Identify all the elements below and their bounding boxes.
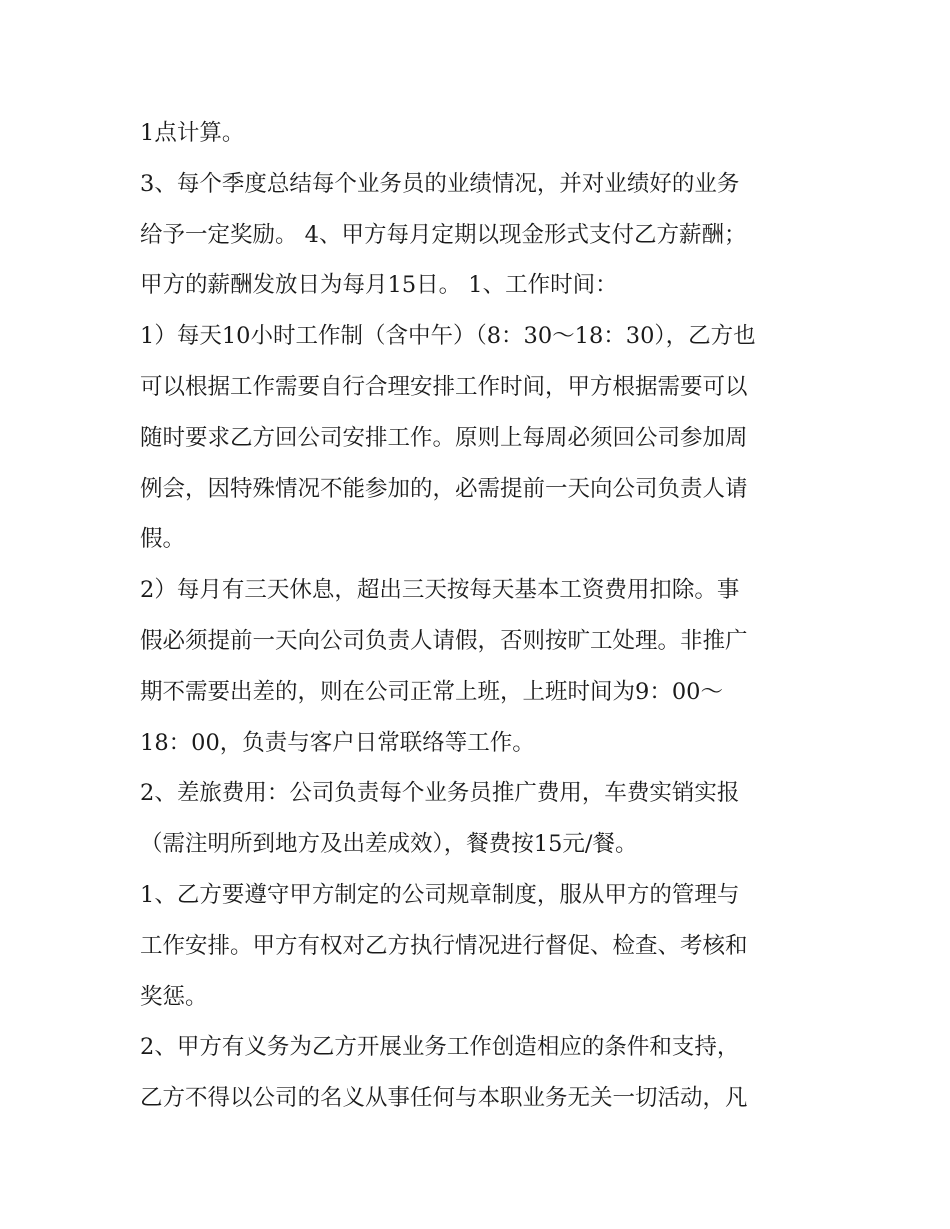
text-line-19: 2、甲方有义务为乙方开展业务工作创造相应的条件和支持，: [140, 1034, 740, 1061]
text-line-9: 假。: [140, 526, 186, 553]
text-line-18: 奖惩。: [140, 983, 208, 1010]
text-line-8: 例会，因特殊情况不能参加的，必需提前一天向公司负责人请: [140, 475, 748, 502]
text-line-5: 1）每天10小时工作制（含中午）（8：30～18：30），乙方也: [140, 323, 756, 350]
text-line-13: 18：00，负责与客户日常联络等工作。: [140, 729, 535, 756]
text-line-11: 假必须提前一天向公司负责人请假，否则按旷工处理。非推广: [140, 627, 748, 654]
text-line-4: 甲方的薪酬发放日为每月15日。 1、工作时间：: [140, 272, 618, 299]
text-line-12: 期不需要出差的，则在公司正常上班，上班时间为9：00～: [140, 678, 723, 705]
text-line-7: 随时要求乙方回公司安排工作。原则上每周必须回公司参加周: [140, 424, 748, 451]
text-line-2: 3、每个季度总结每个业务员的业绩情况，并对业绩好的业务: [140, 170, 740, 197]
text-line-3: 给予一定奖励。 4、甲方每月定期以现金形式支付乙方薪酬；: [140, 221, 747, 248]
document-body: [140, 108, 820, 1124]
text-line-1: 1点计算。: [140, 120, 245, 146]
text-line-14: 2、差旅费用：公司负责每个业务员推广费用，车费实销实报: [140, 780, 740, 807]
text-line-17: 工作安排。甲方有权对乙方执行情况进行督促、检查、考核和: [140, 932, 748, 959]
text-line-6: 可以根据工作需要自行合理安排工作时间，甲方根据需要可以: [140, 373, 748, 400]
text-line-10: 2）每月有三天休息，超出三天按每天基本工资费用扣除。事: [140, 577, 740, 604]
text-line-16: 1、乙方要遵守甲方制定的公司规章制度，服从甲方的管理与: [140, 881, 740, 908]
text-line-15: （需注明所到地方及出差成效），餐费按15元/餐。: [140, 831, 638, 858]
text-line-20: 乙方不得以公司的名义从事任何与本职业务无关一切活动，凡: [140, 1085, 748, 1112]
